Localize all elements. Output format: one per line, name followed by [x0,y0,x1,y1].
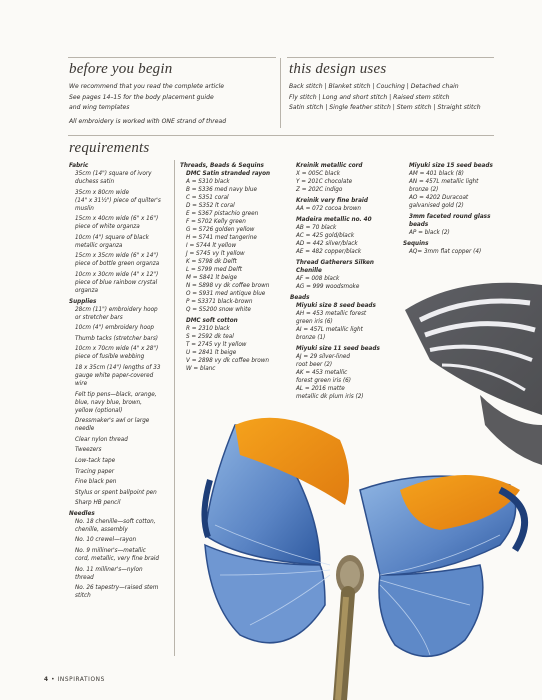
requirement-item: No. 10 crewel—rayon [75,537,137,544]
thread-group-title: Kreinik metallic cord [296,163,363,169]
requirement-item: 10cm (4") square of black metallic organza [75,234,149,249]
design-uses-title: this design uses [289,61,387,77]
thread-group-title: DMC Satin stranded rayon [186,171,271,177]
thread-line: AD = 442 silver/black [296,241,358,247]
column-divider [280,58,281,128]
thread-line: R = 2310 black [186,326,230,332]
requirement-item: Clear nylon thread [75,436,128,443]
stitch-line: Back stitch | Blanket stitch | Couching | Detached chain [289,83,459,90]
thread-line: D = S352 lt coral [186,203,235,209]
thread-line: AG = 999 woodsmoke [296,284,360,290]
thread-line: AO = 4202 Duracoat galvanised gold (2) [409,195,469,209]
thread-line: AF = 008 black [296,276,340,282]
thread-group [290,162,396,194]
thread-group [290,197,396,213]
thread-group-title: Miyuki size 15 seed beads [409,163,493,169]
thread-group [403,213,513,237]
requirement-item: Fine black pen [75,479,117,486]
column-divider [174,160,175,656]
requirement-item: No. 18 chenille—soft cotton, chenille, assembly [75,518,156,533]
requirement-item: 10cm x 30cm wide (4" x 12") piece of blue rainbow crystal organza [75,271,159,294]
requirement-item: Felt tip pens—black, orange, blue, navy blue, brown, yellow (optional) [75,391,157,414]
thread-line: N = S898 vy dk coffee brown [186,283,270,289]
requirement-item: 35cm (14") square of ivory duchess satin [75,171,152,185]
before-you-begin-title: before you begin [69,61,173,77]
thread-line: U = 2841 lt beige [186,350,237,356]
thread-group [403,162,513,210]
magazine-name: INSPIRATIONS [57,677,105,683]
thread-line: AC = 425 gold/black [296,233,355,239]
top-rule-left [68,57,276,58]
before-line: See pages 14–15 for the body placement guide [69,93,214,101]
thread-line: L = S799 med Delft [186,267,242,273]
requirement-item: Sharp HB pencil [75,500,121,507]
design-uses-text [289,82,481,114]
requirement-item: Dressmaker's awl or large needle [75,418,150,433]
thread-line: W = blanc [186,366,216,372]
requirement-item: 28cm (11") embroidery hoop or stretcher bars [75,306,158,321]
thread-line: Z = 202C indigo [296,187,343,193]
requirement-item: No. 26 tapestry—raised stem stitch [75,585,159,600]
page-number: 4 [44,677,49,683]
requirement-item: 10cm x 70cm wide (4" x 28") piece of fusible webbing [75,346,159,361]
thread-line: I = S744 lt yellow [186,243,237,249]
thread-line: C = S351 coral [186,195,229,201]
page-footer [44,677,105,683]
before-line: All embroidery is worked with ONE strand of thread [69,117,227,125]
before-line: We recommend that you read the complete article [69,83,225,90]
thread-line: B = S336 med navy blue [186,187,257,193]
section-heading: Supplies [69,298,97,305]
thread-line: S = 2592 dk teal [186,334,234,340]
requirement-item: No. 11 milliner's—nylon thread [75,566,143,581]
thread-group [290,216,396,256]
section-heading: Beads [290,295,310,301]
thread-group-title: DMC soft cotton [186,318,238,324]
thread-line: AE = 482 copper/black [296,249,362,255]
section-heading: Fabric [69,163,89,169]
requirement-item: Stylus or spent ballpoint pen [75,489,157,496]
thread-line: AK = 453 metallic forest green iris (6) [296,370,352,384]
thread-group-title: Miyuki size 8 seed beads [296,303,376,309]
thread-line: E = S367 pistachio green [186,211,259,217]
stitch-line: Satin stitch | Single feather stitch | Stem stitch | Straight stitch [289,104,481,111]
thread-line: AN = 457L metallic light bronze (2) [409,179,479,193]
thread-line: H = S741 med tangerine [186,235,257,241]
thread-line: AP = black (2) [409,230,450,236]
requirement-item: No. 9 milliner's—metallic cord, metallic, very fine braid [75,548,159,563]
requirement-item: 15cm x 35cm wide (6" x 14") piece of bottle green organza [75,253,160,268]
footer-bullet: • [51,677,56,683]
requirement-item: Tracing paper [75,468,115,475]
thread-line: AJ = 29 silver-lined root beer (2) [296,354,350,368]
thread-line: X = 005C black [296,171,341,177]
top-rule-right [287,57,494,58]
before-you-begin-text [69,82,226,127]
thread-line: M = S841 lt beige [186,275,237,281]
butterflies-photo [180,275,542,700]
thread-line: G = S726 golden yellow [186,227,255,233]
thread-line: Y = 201C chocolate [296,179,353,185]
thread-line: AH = 453 metallic forest green iris (6) [296,311,367,325]
section-heading: Threads, Beads & Sequins [180,163,264,169]
thread-group-title: Thread Gatherers Silken Chenille [296,260,374,274]
section-heading: Sequins [403,241,429,247]
thread-group-title: Miyuki size 11 seed beads [296,346,380,352]
requirement-item: Thumb tacks (stretcher bars) [75,335,159,342]
requirement-item: 18 x 35cm (14") lengths of 33 gauge white paper-covered wire [75,364,161,387]
thread-line: Q = S5200 snow white [186,307,251,313]
mid-rule [68,135,494,136]
requirements-column-beads-sequins [403,162,513,256]
requirement-item: Low-tack tape [75,457,116,464]
thread-line: K = S798 dk Delft [186,259,237,265]
requirement-item: Tweezers [75,447,102,454]
thread-line: AB = 70 black [296,225,337,231]
thread-line: P = S3371 black-brown [186,299,253,305]
thread-line: V = 2898 vy dk coffee brown [186,358,270,364]
sequin-line: AQ= 3mm flat copper (4) [409,249,482,255]
thread-line: AM = 401 black (8) [409,171,464,177]
requirement-item: 10cm (4") embroidery hoop [75,325,155,332]
thread-line: O = S931 med antique blue [186,291,266,297]
thread-line: AL = 2016 matte metallic dk plum iris (2) [296,386,364,400]
thread-group-title: Madeira metallic no. 40 [296,217,372,223]
thread-line: A = S310 black [186,179,230,185]
requirement-item: 35cm x 80cm wide (14" x 31½") piece of quilter's muslin [75,189,161,212]
section-heading: Needles [69,510,95,517]
thread-line: T = 2745 vy lt yellow [186,342,247,348]
thread-line: AA = 072 cocoa brown [296,206,362,212]
thread-group-title: 3mm faceted round glass beads [409,214,491,228]
thread-line: J = S745 vy lt yellow [186,251,245,257]
thread-group-title: Kreinik very fine braid [296,198,368,204]
thread-line: AI = 457L metallic light bronze (1) [296,327,363,341]
before-line: and wing templates [69,104,130,111]
thread-line: F = S702 Kelly green [186,219,246,225]
requirement-item: 15cm x 40cm wide (6" x 16") piece of white organza [75,216,159,231]
requirements-column-fabric-supplies-needles [69,162,173,603]
requirements-title: requirements [69,140,150,156]
stitch-line: Fly stitch | Long and short stitch | Raised stem stitch [289,93,450,101]
